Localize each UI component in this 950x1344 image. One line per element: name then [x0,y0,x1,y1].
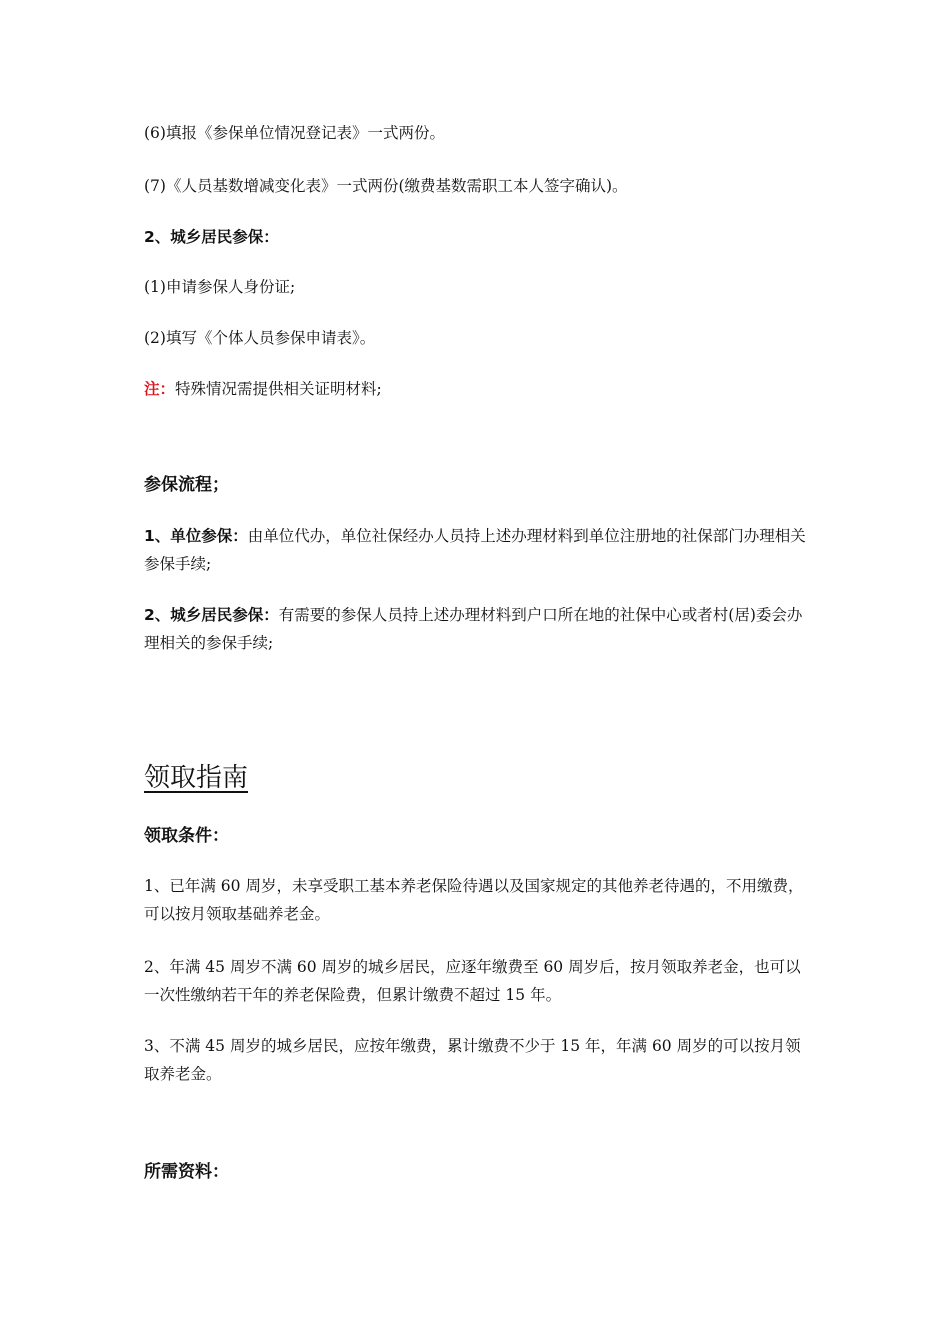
resident-item-1: (1)申请参保人身份证; [144,278,296,296]
conditions-heading: 领取条件： [144,826,229,846]
condition-3: 3、不满 45 周岁的城乡居民，应按年缴费，累计缴费不少于 15 年，年满 60 周岁的可以按月领取养老金。 [144,1037,801,1083]
resident-enrollment-heading: 2、城乡居民参保： [144,228,279,246]
required-materials-heading: 所需资料： [144,1162,229,1182]
resident-item-2: (2)填写《个体人员参保申请表》。 [144,329,376,347]
process-resident-paragraph [144,601,808,657]
process-heading: 参保流程； [144,475,229,495]
guide-title: 领取指南 [144,763,249,793]
process-unit-label: 1、单位参保： [144,527,248,545]
material-item-7: (7)《人员基数增减变化表》一式两份(缴费基数需职工本人签字确认)。 [144,177,628,195]
process-unit-text: 由单位代办，单位社保经办人员持上述办理材料到单位注册地的社保部门办理相关参保手续; [144,527,806,573]
condition-1: 1、已年满 60 周岁，未享受职工基本养老保险待遇以及国家规定的其他养老待遇的，不用缴费，可以按月领取基础养老金。 [144,877,804,923]
condition-2: 2、年满 45 周岁不满 60 周岁的城乡居民，应逐年缴费至 60 周岁后，按月领取养老金，也可以一次性缴纳若干年的养老保险费，但累计缴费不超过 15 年。 [144,958,801,1004]
material-item-6: (6)填报《参保单位情况登记表》一式两份。 [144,124,445,142]
process-resident-text: 有需要的参保人员持上述办理材料到户口所在地的社保中心或者村(居)委会办理相关的参保手续; [144,606,803,652]
note-line [144,375,808,403]
process-resident-label: 2、城乡居民参保： [144,606,279,624]
note-text: 特殊情况需提供相关证明材料; [175,380,382,398]
note-label: 注： [144,380,176,398]
process-unit-paragraph [144,522,808,578]
